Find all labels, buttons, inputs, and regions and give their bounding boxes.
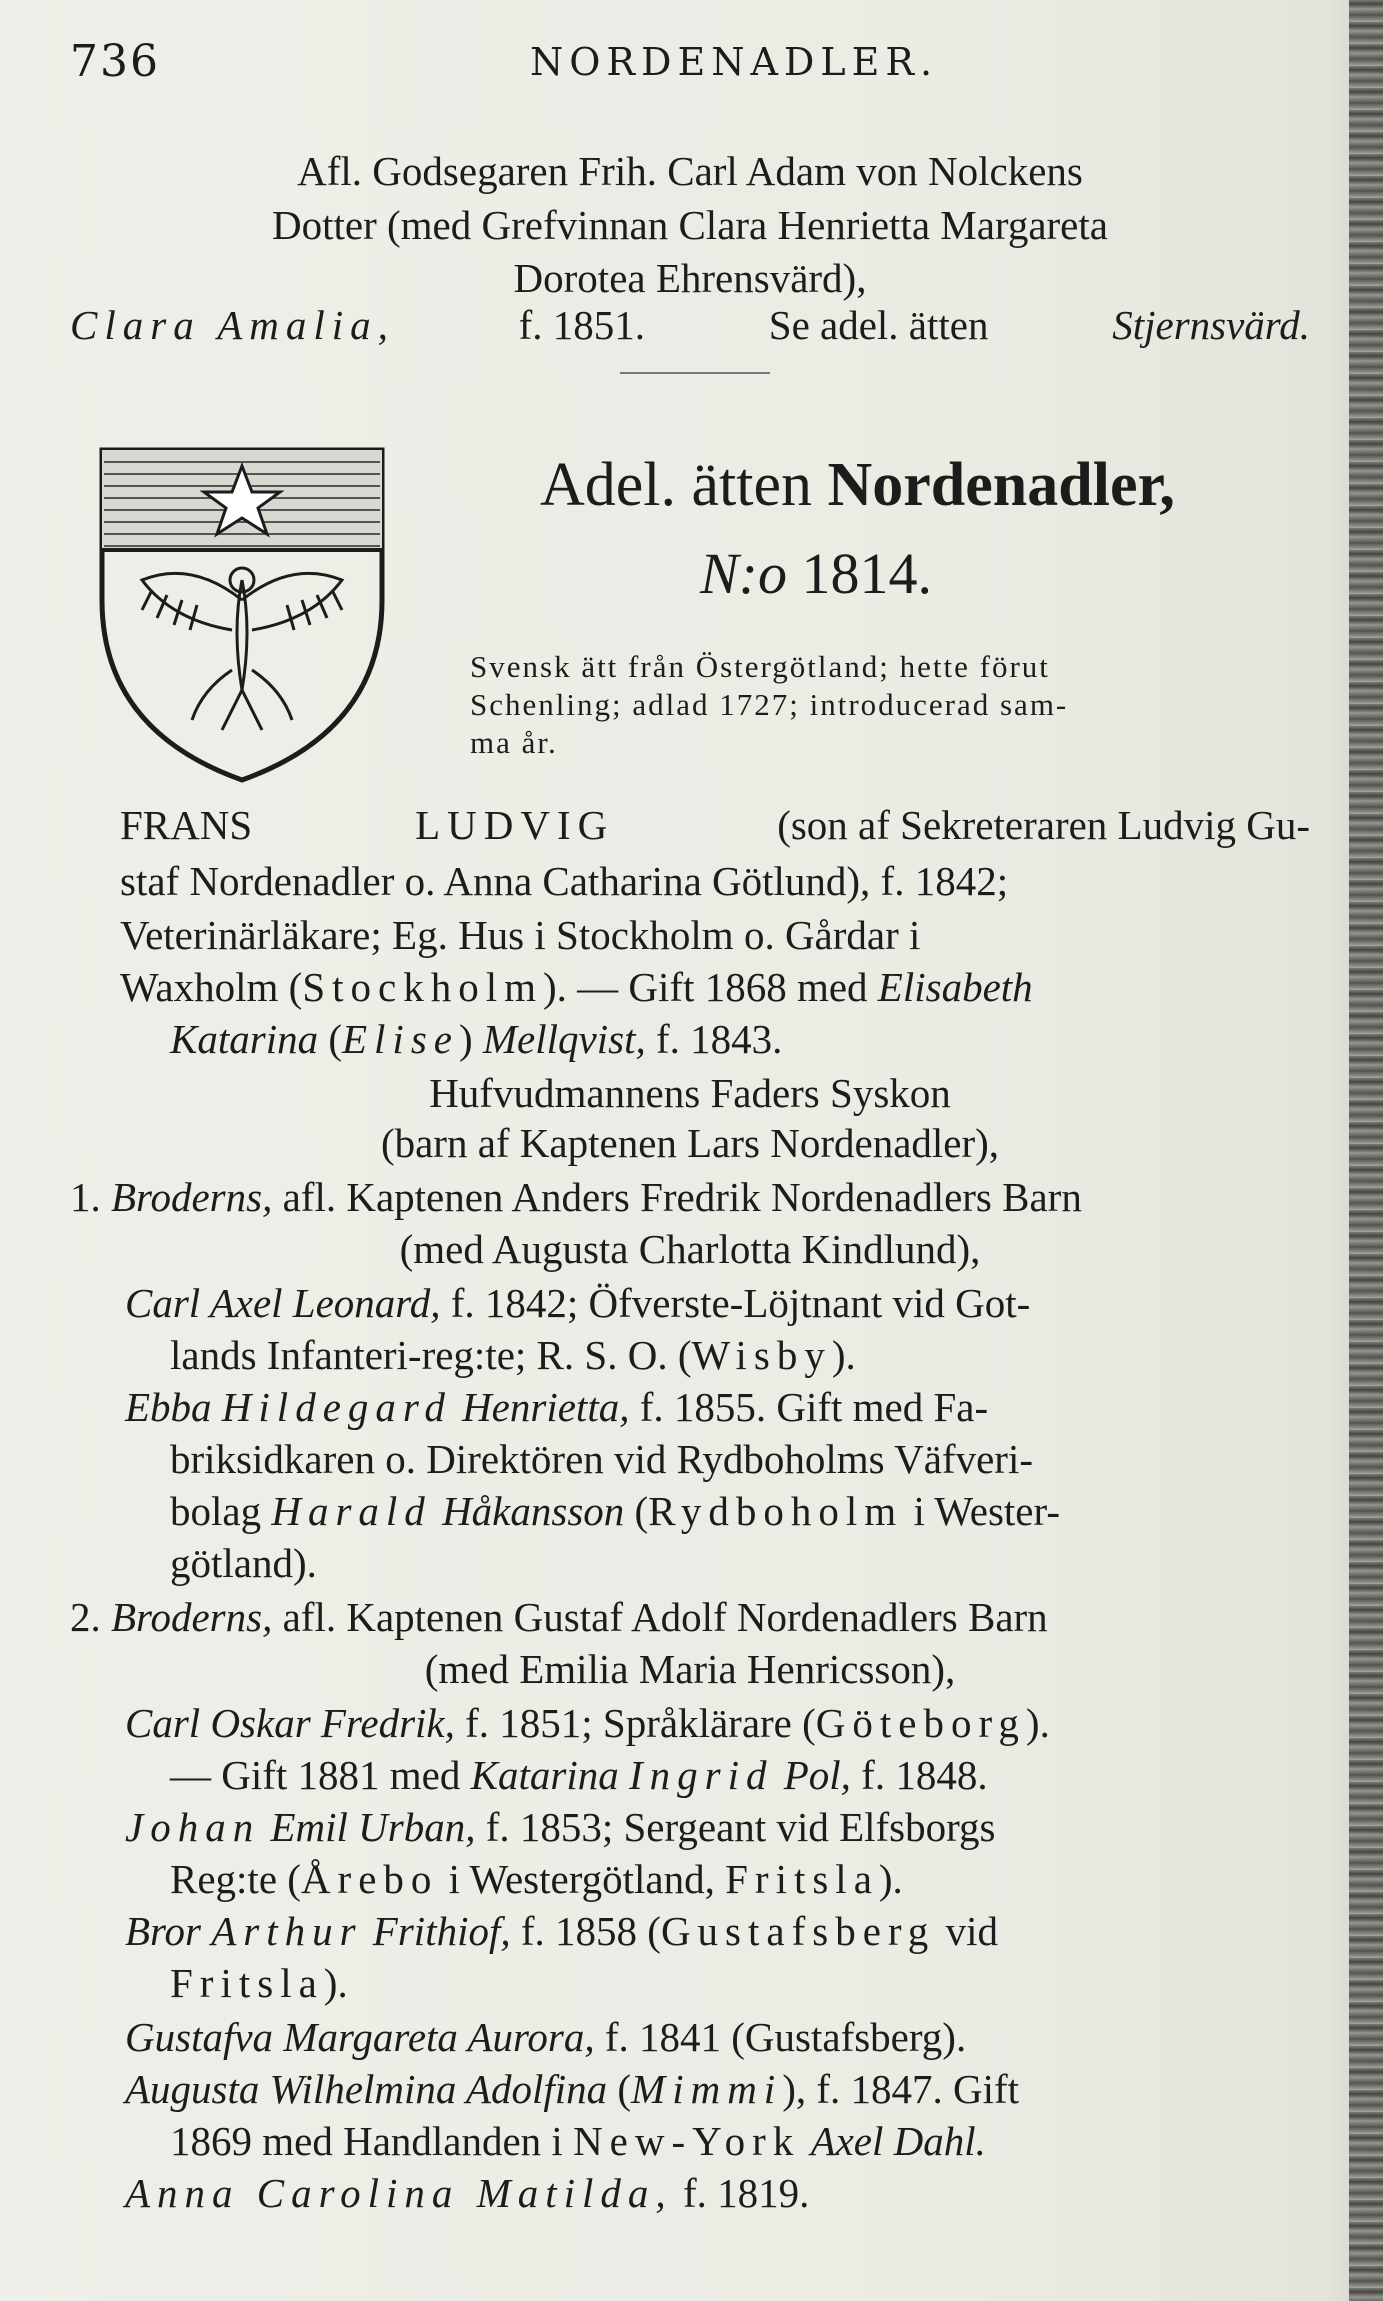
oskar-wife-second: Ingrid <box>628 1752 774 1798</box>
oskar-wife-first: Katarina <box>470 1752 619 1798</box>
branch-1-mother: (med Augusta Charlotta Kindlund), <box>399 1226 981 1272</box>
augusta-name: Augusta Wilhelmina Adolfina <box>125 2066 608 2112</box>
paren-open: ( <box>634 1488 649 1534</box>
frans-second-name: LUDVIG <box>415 802 615 848</box>
johan-line-1 <box>125 1802 1365 1852</box>
augusta-line-1 <box>125 2064 1365 2114</box>
ebba-husband-last: Håkansson <box>442 1488 625 1534</box>
intro-line-2: Dotter (med Grefvinnan Clara Henrietta Margareta <box>272 202 1108 248</box>
branch-1-line <box>70 1172 1310 1222</box>
augusta-line-2 <box>170 2116 1383 2166</box>
oskar-line-1 <box>125 1698 1365 1748</box>
johan-first-name: Johan <box>125 1804 261 1850</box>
page-number: 736 <box>70 36 160 87</box>
bror-third-name: Frithiof, <box>372 1908 511 1954</box>
augusta-marriage: 1869 med Handlanden i <box>170 2118 563 2164</box>
augusta-details: f. 1847. Gift <box>816 2066 1020 2112</box>
carl-line-1 <box>125 1278 1365 1328</box>
anna-line <box>125 2168 1365 2218</box>
carl-place: Wisby <box>691 1332 832 1378</box>
johan-parish: Fritsla <box>725 1856 879 1902</box>
johan-other-names: Emil Urban, <box>270 1804 476 1850</box>
frans-parent: (son af Sekreteraren Ludvig Gu- <box>777 802 1310 848</box>
branch-1-number: 1. <box>70 1174 101 1220</box>
bror-vid: vid <box>945 1908 998 1954</box>
family-title <box>540 450 1310 530</box>
family-desc-1: Svensk ätt från Östergötland; hette förut <box>470 649 1050 684</box>
bror-first-name: Bror <box>125 1908 201 1954</box>
frans-first-name: FRANS <box>120 802 253 848</box>
carl-regiment: lands Infanteri-reg:te; R. S. O. ( <box>170 1332 692 1378</box>
family-number-prefix: N:o <box>700 541 787 606</box>
ebba-second-name: Hildegard <box>221 1384 452 1430</box>
branch-2-line <box>70 1592 1310 1642</box>
frans-marriage: ). — Gift 1868 med <box>543 964 868 1010</box>
frans-line-2: staf Nordenadler o. Anna Catharina Götlund), f. 1842; <box>120 858 1009 904</box>
ebba-company: bolag <box>170 1488 262 1534</box>
bror-second-name: Arthur <box>211 1908 363 1954</box>
family-desc-2: Schenling; adlad 1727; introducerad sam- <box>470 687 1069 722</box>
intro-line-4 <box>70 300 1310 350</box>
oskar-name: Carl Oskar Fredrik, <box>125 1700 455 1746</box>
frans-wife-name: Elisabeth <box>877 964 1033 1010</box>
branch-2-number: 2. <box>70 1594 101 1640</box>
johan-regiment: Reg:te ( <box>170 1856 301 1902</box>
johan-place: Årebo <box>300 1856 439 1902</box>
bror-birth: f. 1858 ( <box>520 1908 661 1954</box>
gustafva-name: Gustafva Margareta Aurora, <box>125 2014 595 2060</box>
frans-line-3: Veterinärläkare; Eg. Hus i Stockholm o. Gårdar i <box>120 912 921 958</box>
augusta-place: New-York <box>573 2118 801 2164</box>
clara-name: Clara Amalia, <box>70 302 395 348</box>
running-title: NORDENADLER. <box>530 40 939 84</box>
oskar-place: Göteborg <box>815 1700 1026 1746</box>
intro-line-1: Afl. Godsegaren Frih. Carl Adam von Nolckens <box>297 148 1083 194</box>
carl-name: Carl Axel Leonard, <box>125 1280 441 1326</box>
ebba-place: Rydboholm <box>648 1488 904 1534</box>
bror-line-2 <box>170 1958 1383 2008</box>
oskar-details: f. 1851; Språklärare ( <box>465 1700 816 1746</box>
ebba-line-3 <box>170 1486 1383 1536</box>
paren-close: ). <box>831 1332 856 1378</box>
carl-line-2 <box>170 1330 1383 1380</box>
ebba-husband-first: Harald <box>271 1488 432 1534</box>
augusta-husband: Axel Dahl. <box>810 2118 986 2164</box>
frans-line-5 <box>170 1014 1383 1064</box>
oskar-line-2 <box>170 1750 1383 1800</box>
johan-line-2 <box>170 1854 1383 1904</box>
bror-line-1 <box>125 1906 1365 1956</box>
frans-line-1 <box>120 800 1310 850</box>
clara-see: Se adel. ätten <box>768 302 989 348</box>
intro-line-3: Dorotea Ehrensvärd), <box>513 255 867 301</box>
running-header <box>70 36 1300 86</box>
anna-birth: f. 1819. <box>682 2170 810 2216</box>
frans-wife-birth: f. 1843. <box>655 1016 783 1062</box>
ebba-line-2: briksidkaren o. Direktören vid Rydboholms Väfveri- <box>170 1436 1033 1482</box>
paren-close: ) <box>458 1016 473 1062</box>
ebba-line-4: götland). <box>170 1540 317 1586</box>
bror-place: Gustafsberg <box>660 1908 936 1954</box>
coat-of-arms-icon <box>82 430 402 790</box>
augusta-nickname: Mimmi <box>631 2066 783 2112</box>
ebba-region: i Wester- <box>913 1488 1060 1534</box>
family-number-value: 1814. <box>801 541 932 606</box>
frans-wife-nickname: Elise <box>342 1016 459 1062</box>
anna-name: Anna Carolina Matilda, <box>125 2170 673 2216</box>
branch-2-father: afl. Kaptenen Gustaf Adolf Nordenadlers Barn <box>282 1594 1048 1640</box>
branch-1-label: Broderns, <box>111 1174 273 1220</box>
section-divider <box>620 372 770 374</box>
family-number <box>700 540 932 607</box>
johan-region: i Westergötland, <box>448 1856 715 1902</box>
frans-wife-surname: Mellqvist, <box>482 1016 646 1062</box>
frans-line-4 <box>120 962 1360 1012</box>
paren-open: ( <box>328 1016 342 1062</box>
oskar-wife-last: Pol, <box>783 1752 851 1798</box>
gustafva-line <box>125 2012 1365 2062</box>
siblings-heading: Hufvudmannens Faders Syskon <box>429 1070 951 1116</box>
oskar-marriage: — Gift 1881 med <box>170 1752 461 1798</box>
frans-residence-place: Stockholm <box>302 964 543 1010</box>
branch-2-label: Broderns, <box>111 1594 273 1640</box>
ebba-first-name: Ebba <box>125 1384 212 1430</box>
frans-residence-label: Waxholm ( <box>120 964 303 1010</box>
ebba-third-name: Henrietta, <box>462 1384 630 1430</box>
siblings-subheading: (barn af Kaptenen Lars Nordenadler), <box>380 1120 1000 1166</box>
paren-close: ). <box>323 1960 348 2006</box>
frans-wife-second-name: Katarina <box>170 1016 319 1062</box>
family-title-prefix: Adel. ätten <box>540 451 813 519</box>
bror-parish: Fritsla <box>170 1960 324 2006</box>
oskar-wife-birth: f. 1848. <box>861 1752 988 1798</box>
carl-details: f. 1842; Öfverste-Löjtnant vid Got- <box>450 1280 1031 1326</box>
ebba-line-1 <box>125 1382 1365 1432</box>
branch-1-father: afl. Kaptenen Anders Fredrik Nordenadlers Barn <box>282 1174 1082 1220</box>
johan-details: f. 1853; Sergeant vid Elfsborgs <box>485 1804 996 1850</box>
clara-see-family: Stjernsvärd. <box>1112 302 1310 348</box>
clara-birth: f. 1851. <box>518 302 646 348</box>
family-name: Nordenadler, <box>827 451 1175 519</box>
ebba-details: f. 1855. Gift med Fa- <box>639 1384 989 1430</box>
branch-2-mother: (med Emilia Maria Henricsson), <box>424 1646 956 1692</box>
paren-close: ), <box>782 2066 807 2112</box>
paren-close: ). <box>1025 1700 1050 1746</box>
paren-close: ). <box>878 1856 903 1902</box>
family-desc-3: ma år. <box>470 725 558 760</box>
gustafva-details: f. 1841 (Gustafsberg). <box>604 2014 967 2060</box>
paren-open: ( <box>617 2066 632 2112</box>
